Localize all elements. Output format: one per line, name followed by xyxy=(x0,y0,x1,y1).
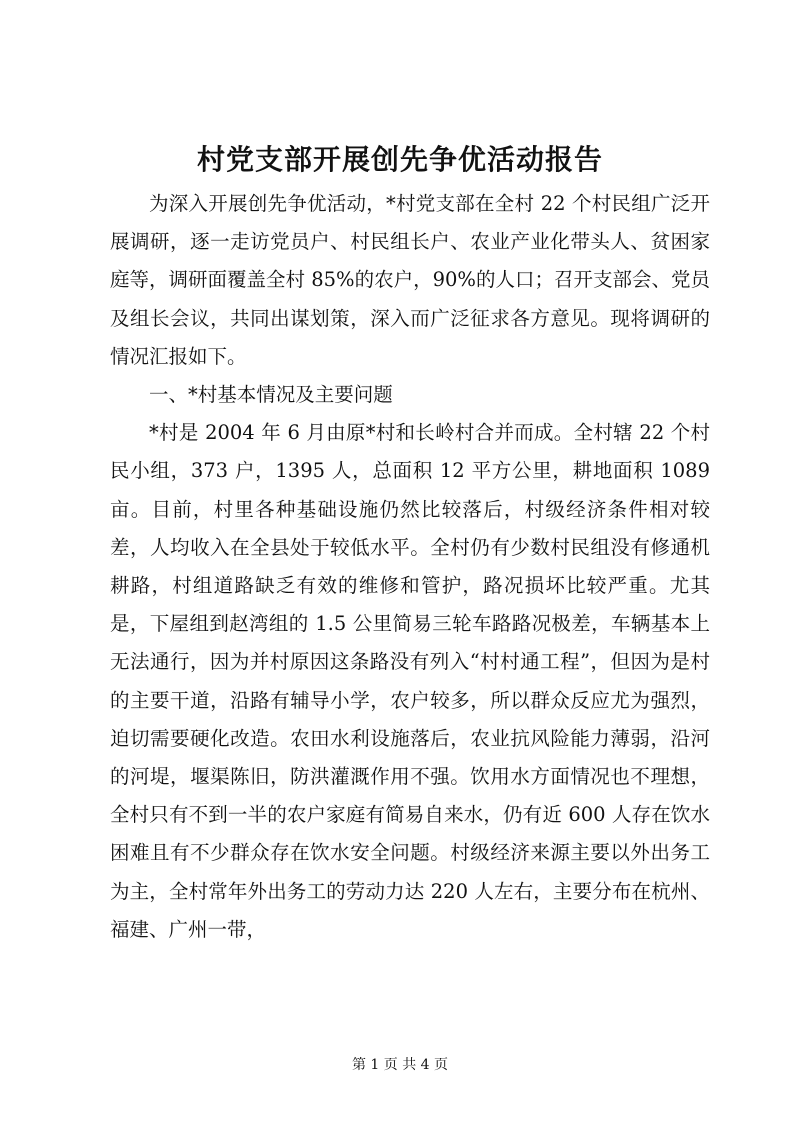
intro-paragraph: 为深入开展创先争优活动，*村党支部在全村 22 个村民组广泛开展调研，逐一走访党员户、村民组长户、农业产业化带头人、贫困家庭等，调研面覆盖全村 85%的农户，90%的人口；召开支部会、党员及组长会议，共同出谋划策，深入而广泛征求各方意见。现将调研的情况汇报如下。 xyxy=(110,192,710,368)
village-overview-paragraph: *村是 2004 年 6 月由原*村和长岭村合并而成。全村辖 22 个村民小组，373 户，1395 人，总面积 12 平方公里，耕地面积 1089 亩。目前，村里各种基础设施仍然比较落后，村级经济条件相对较差，人均收入在全县处于较低水平。全村仍有少数村民组没有修通机耕路，村组道路缺乏有效的维修和管护，路况损坏比较严重。尤其是，下屋组到赵湾组的 1.5 公里简易三轮车路路况极差，车辆基本上无法通行，因为并村原因这条路没有列入“村村通工程”，但因为是村的主要干道，沿路有辅导小学，农户较多，所以群众反应尤为强烈，迫切需要硬化改造。农田水利设施落后，农业抗风险能力薄弱，沿河的河堤，堰渠陈旧，防洪灌溉作用不强。饮用水方面情况也不理想，全村只有不到一半的农户家庭有简易自来水，仍有近 600 人存在饮水困难且有不少群众存在饮水安全问题。村级经济来源主要以外出务工为主，全村常年外出务工的劳动力达 220 人左右，主要分布在杭州、福建、广州一带， xyxy=(110,421,710,941)
document-body xyxy=(110,185,710,949)
section-heading: 一、*村基本情况及主要问题 xyxy=(149,383,393,407)
document-title: 村党支部开展创先争优活动报告 xyxy=(196,143,603,176)
page-footer: 第 1 页 共 4 页 xyxy=(351,1057,449,1073)
